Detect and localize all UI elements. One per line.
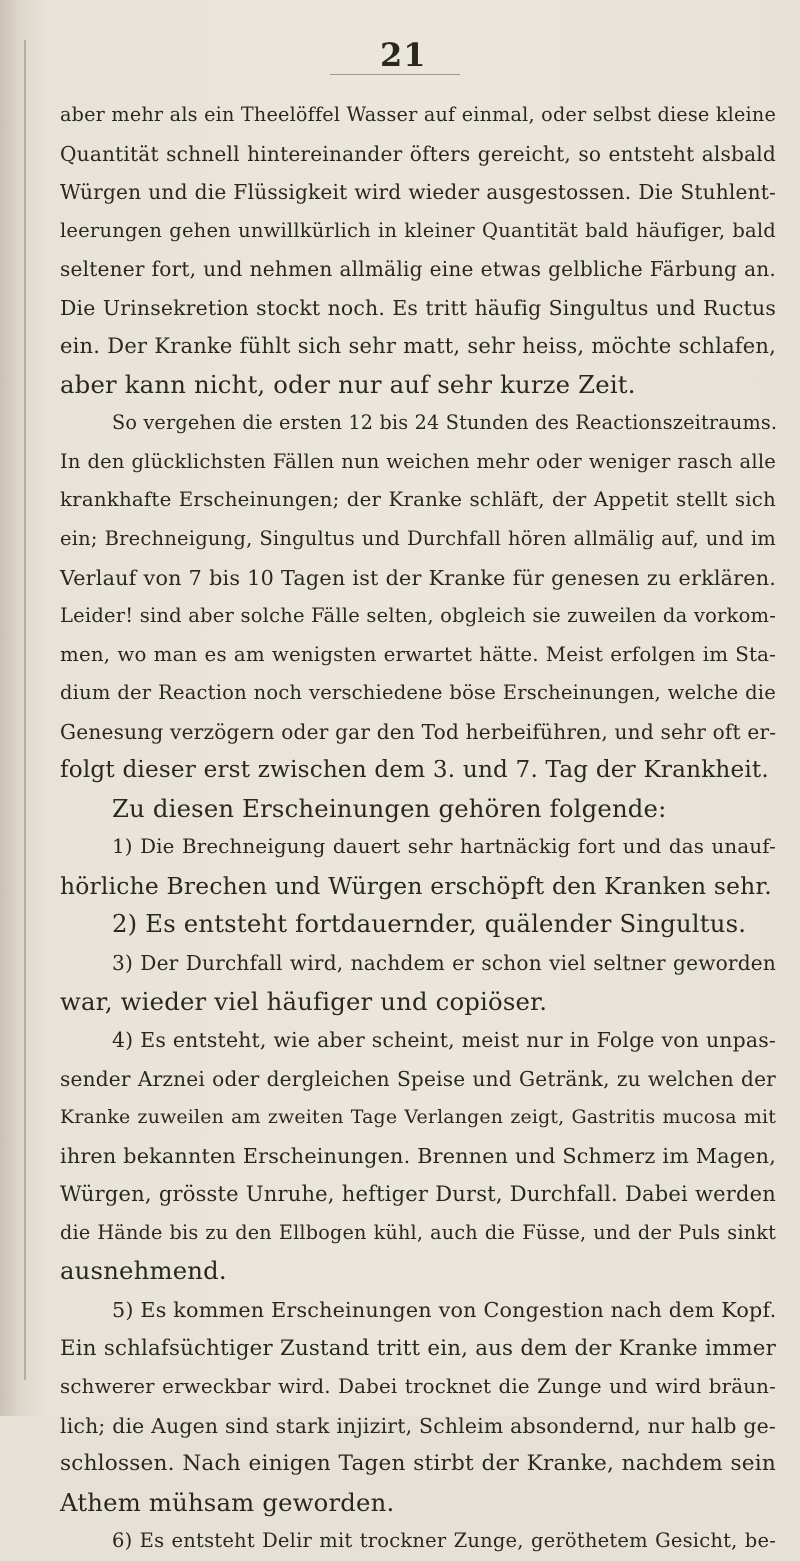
text-line: 4) Es entsteht, wie aber scheint, meist nur in Folge von unpas- <box>112 1028 776 1053</box>
page-number-rule <box>330 74 460 75</box>
text-line: schwerer erweckbar wird. Dabei trocknet die Zunge und wird bräun- <box>60 1375 776 1399</box>
text-line: 1) Die Brechneigung dauert sehr hartnäckig fort und das unauf- <box>112 835 776 859</box>
text-line: ein. Der Kranke fühlt sich sehr matt, sehr heiss, möchte schlafen, <box>60 334 776 359</box>
page-number: 21 <box>380 36 427 74</box>
text-line: Leider! sind aber solche Fälle selten, obgleich sie zuweilen da vorkom- <box>60 604 776 628</box>
text-line: leerungen gehen unwillkürlich in kleiner Quantität bald häufiger, bald <box>60 218 776 242</box>
text-line: Quantität schnell hintereinander öfters gereicht, so entsteht alsbald <box>60 141 776 166</box>
text-line: Athem mühsam geworden. <box>60 1487 395 1517</box>
text-line: folgt dieser erst zwischen dem 3. und 7. Tag der Krankheit. <box>60 757 769 784</box>
text-line: die Hände bis zu den Ellbogen kühl, auch die Füsse, und der Puls sinkt <box>60 1220 776 1244</box>
text-line: aber mehr als ein Theelöffel Wasser auf einmal, oder selbst diese kleine <box>60 103 776 126</box>
text-line: Zu diesen Erscheinungen gehören folgende: <box>112 793 667 823</box>
text-line: ein; Brechneigung, Singultus und Durchfall hören allmälig auf, und im <box>60 527 776 551</box>
body-text <box>60 96 776 1561</box>
text-line: 5) Es kommen Erscheinungen von Congestion nach dem Kopf. <box>112 1297 777 1322</box>
text-line: Kranke zuweilen am zweiten Tage Verlangen zeigt, Gastritis mucosa mit <box>60 1106 776 1129</box>
text-line: Genesung verzögern oder gar den Tod herbeiführen, und sehr oft er- <box>60 719 777 744</box>
text-line: Ein schlafsüchtiger Zustand tritt ein, aus dem der Kranke immer <box>60 1335 776 1361</box>
text-line: hörliche Brechen und Würgen erschöpft den Kranken sehr. <box>60 871 772 900</box>
text-line: 6) Es entsteht Delir mit trockner Zunge, geröthetem Gesicht, be- <box>112 1529 776 1553</box>
text-line: dium der Reaction noch verschiedene böse Erscheinungen, welche die <box>60 681 776 705</box>
text-line: Würgen, grösste Unruhe, heftiger Durst, Durchfall. Dabei werden <box>60 1182 776 1207</box>
text-line: men, wo man es am wenigsten erwartet hätte. Meist erfolgen im Sta- <box>60 642 776 666</box>
text-line: sender Arznei oder dergleichen Speise und Getränk, zu welchen der <box>60 1066 776 1091</box>
text-line: So vergehen die ersten 12 bis 24 Stunden des Reactionszeitraums. <box>112 411 778 435</box>
text-line: lich; die Augen sind stark injizirt, Schleim absondernd, nur halb ge- <box>60 1413 776 1438</box>
text-line: krankhafte Erscheinungen; der Kranke schläft, der Appetit stellt sich <box>60 488 776 512</box>
text-line: ausnehmend. <box>60 1256 227 1286</box>
text-line: schlossen. Nach einigen Tagen stirbt der Kranke, nachdem sein <box>60 1451 776 1477</box>
text-line: Würgen und die Flüssigkeit wird wieder ausgestossen. Die Stuhlent- <box>60 180 776 205</box>
text-line: aber kann nicht, oder nur auf sehr kurze Zeit. <box>60 369 636 399</box>
text-line: war, wieder viel häufiger und copiöser. <box>60 986 548 1016</box>
text-line: 2) Es entsteht fortdauernder, quälender Singultus. <box>112 909 747 939</box>
text-line: In den glücklichsten Fällen nun weichen mehr oder weniger rasch alle <box>60 449 776 473</box>
text-line: Verlauf von 7 bis 10 Tagen ist der Kranke für genesen zu erklären. <box>60 565 776 590</box>
text-line: Die Urinsekretion stockt noch. Es tritt häufig Singultus und Ructus <box>60 295 776 320</box>
text-line: 3) Der Durchfall wird, nachdem er schon viel seltner geworden <box>112 951 776 976</box>
page-binding-edge <box>0 0 44 1416</box>
text-line: ihren bekannten Erscheinungen. Brennen und Schmerz im Magen, <box>60 1143 776 1168</box>
binding-rule <box>24 40 26 1380</box>
text-line: seltener fort, und nehmen allmälig eine etwas gelbliche Färbung an. <box>60 257 776 282</box>
